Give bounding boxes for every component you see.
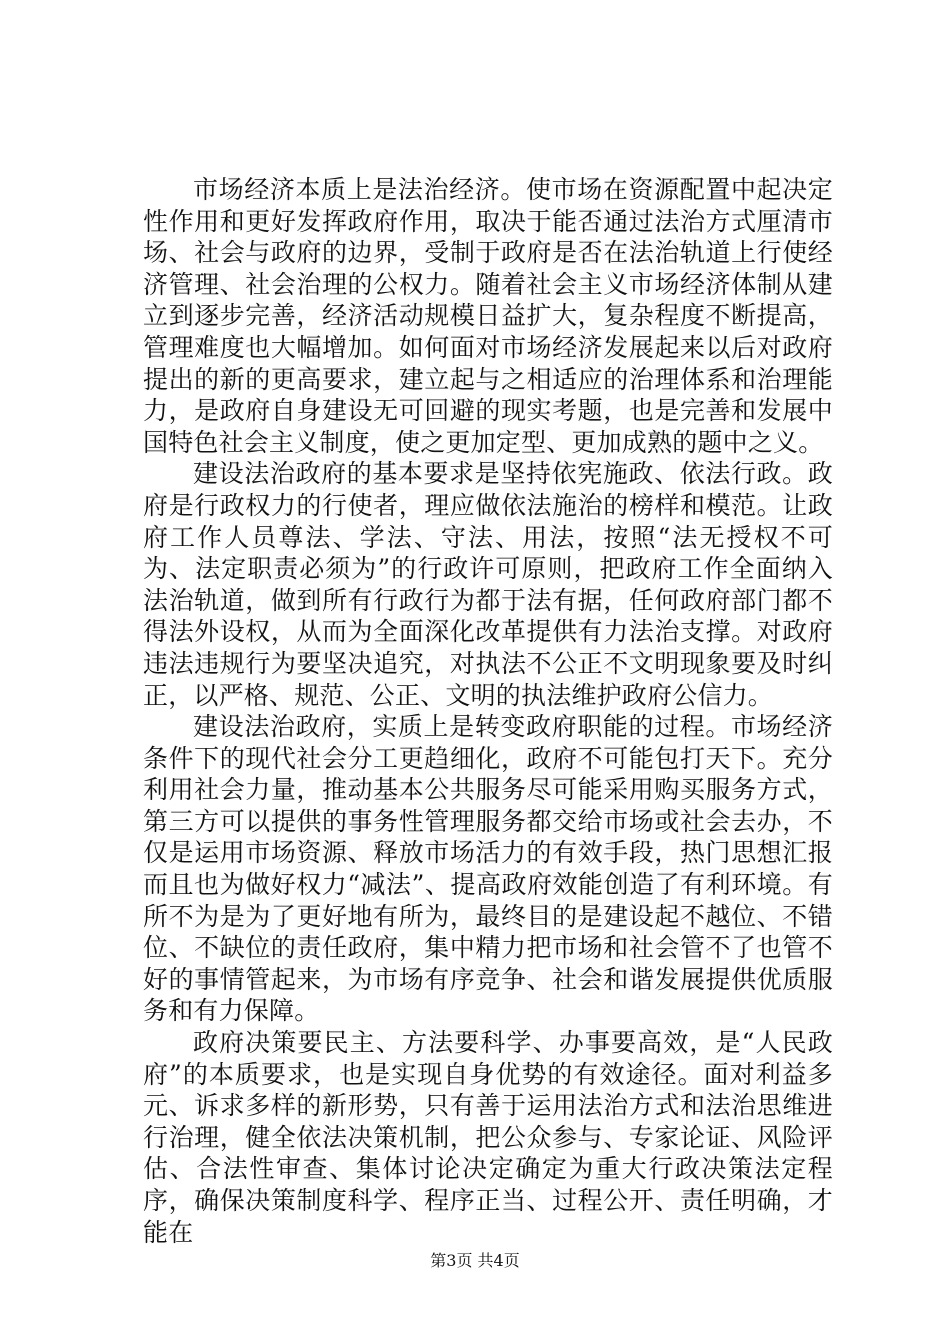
paragraph-3: 建设法治政府，实质上是转变政府职能的过程。市场经济条件下的现代社会分工更趋细化，政府不可能包打天下。充分利用社会力量，推动基本公共服务尽可能采用购买服务方式，第三方可以提供的事务性管理服务都交给市场或社会去办，不仅是运用市场资源、释放市场活力的有效手段，热门思想汇报而且也为做好权力“减法”、提高政府效能创造了有利环境。有所不为是为了更好地有所为，最终目的是建设起不越位、不错位、不缺位的责任政府，集中精力把市场和社会管不了也管不好的事情管起来，为市场有序竞争、社会和谐发展提供优质服务和有力保障。 [143,712,833,1026]
paragraph-2: 建设法治政府的基本要求是坚持依宪施政、依法行政。政府是行政权力的行使者，理应做依法施治的榜样和模范。让政府工作人员尊法、学法、守法、用法，按照“法无授权不可为、法定职责必须为”的行政许可原则，把政府工作全面纳入法治轨道，做到所有行政行为都于法有据，任何政府部门都不得法外设权，从而为全面深化改革提供有力法治支撑。对政府违法违规行为要坚决追究，对执法不公正不文明现象要及时纠正，以严格、规范、公正、文明的执法维护政府公信力。 [143,459,833,710]
paragraph-1: 市场经济本质上是法治经济。使市场在资源配置中起决定性作用和更好发挥政府作用，取决于能否通过法治方式厘清市场、社会与政府的边界，受制于政府是否在法治轨道上行使经济管理、社会治理的公权力。随着社会主义市场经济体制从建立到逐步完善，经济活动规模日益扩大，复杂程度不断提高，管理难度也大幅增加。如何面对市场经济发展起来以后对政府提出的新的更高要求，建立起与之相适应的治理体系和治理能力，是政府自身建设无可回避的现实考题，也是完善和发展中国特色社会主义制度，使之更加定型、更加成熟的题中之义。 [143,175,833,457]
body-text [143,174,833,1248]
page-number-footer: 第3页 共4页 [430,1251,520,1270]
paragraph-4: 政府决策要民主、方法要科学、办事要高效，是“人民政府”的本质要求，也是实现自身优势的有效途径。面对利益多元、诉求多样的新形势，只有善于运用法治方式和法治思维进行治理，健全依法决策机制，把公众参与、专家论证、风险评估、合法性审查、集体讨论决定确定为重大行政决策法定程序，确保决策制度科学、程序正当、过程公开、责任明确，才能在 [143,1028,833,1247]
